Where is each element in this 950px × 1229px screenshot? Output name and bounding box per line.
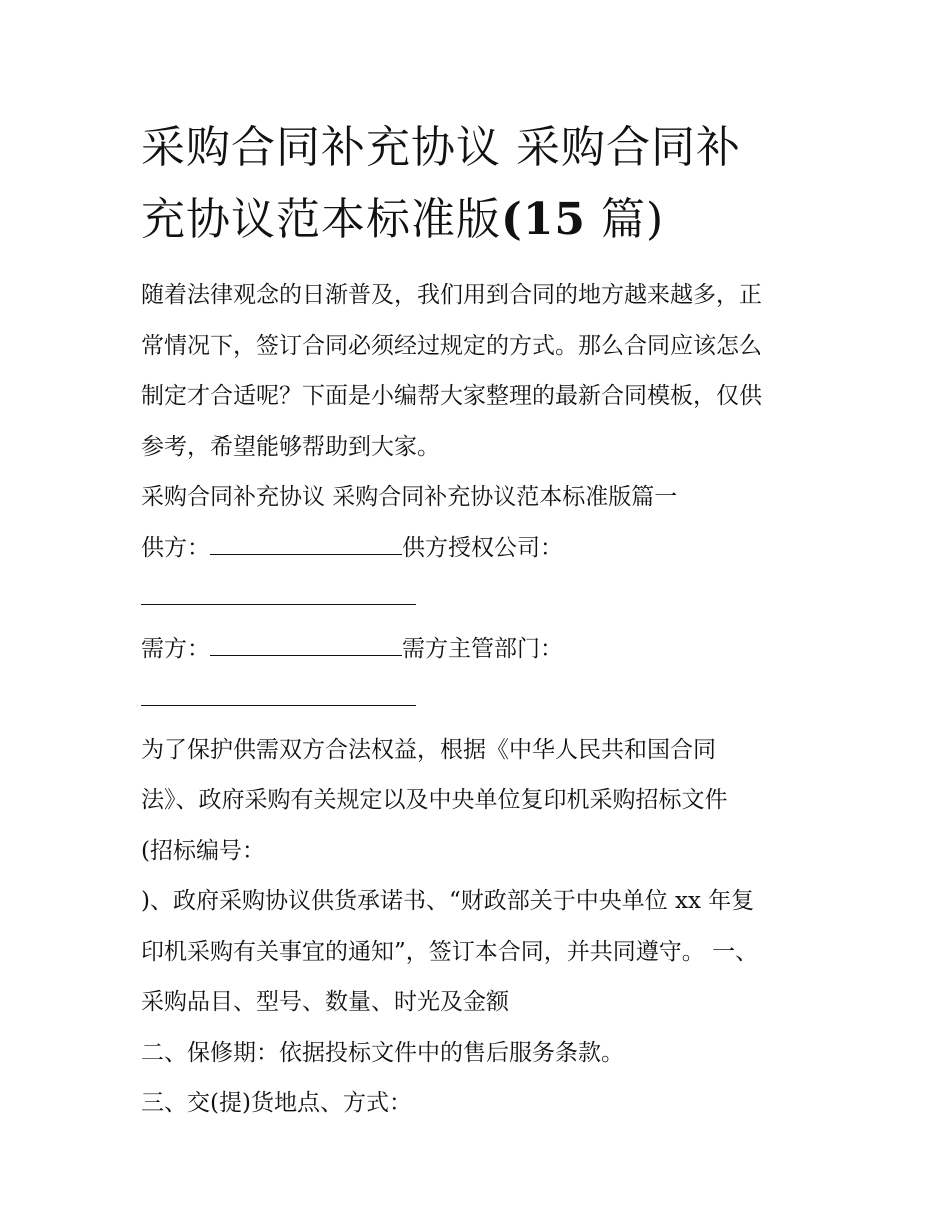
intro-line: 制定才合适呢？下面是小编帮大家整理的最新合同模板，仅供 — [141, 383, 762, 409]
section-heading-block — [141, 472, 821, 523]
title-count: (15 — [501, 194, 587, 245]
buyer-blank — [210, 633, 402, 656]
body-paragraph — [141, 725, 821, 1129]
buyer-dept-label: 需方主管部门： — [402, 635, 563, 662]
body-line: 三、交(提)货地点、方式： — [141, 1090, 412, 1116]
supplier-blank — [210, 532, 402, 555]
body-line: 法》、政府采购有关规定以及中央单位复印机采购招标文件 — [141, 787, 728, 813]
buyer-dept-blank — [141, 683, 416, 706]
buyer-label: 需方： — [141, 635, 210, 662]
body-line: 为了保护供需双方合法权益，根据《中华人民共和国合同 — [141, 736, 716, 763]
document-page — [141, 112, 821, 1129]
intro-line: 常情况下，签订合同必须经过规定的方式。那么合同应该怎么 — [141, 332, 762, 359]
body-line: 二、保修期：依据投标文件中的售后服务条款。 — [141, 1039, 624, 1066]
intro-paragraph — [141, 270, 821, 472]
body-line: 印机采购有关事宜的通知”，签订本合同，并共同遵守。 一、 — [141, 938, 759, 965]
intro-line: 参考，希望能够帮助到大家。 — [141, 433, 440, 460]
title-suffix: 篇) — [586, 194, 665, 245]
document-title — [141, 112, 821, 256]
title-line-2: 充协议范本标准版 — [141, 194, 501, 245]
buyer-dept-blank-line — [141, 674, 821, 725]
supplier-line — [141, 523, 821, 574]
supplier-label: 供方： — [141, 534, 210, 561]
supplier-auth-blank-line — [141, 573, 821, 624]
supplier-auth-blank — [141, 582, 416, 605]
intro-line: 随着法律观念的日渐普及，我们用到合同的地方越来越多，正 — [141, 282, 762, 308]
title-line-1: 采购合同补充协议 采购合同补 — [141, 122, 741, 173]
body-line: 采购品目、型号、数量、时光及金额 — [141, 989, 509, 1015]
parties-block — [141, 523, 821, 725]
section-heading: 采购合同补充协议 采购合同补充协议范本标准版篇一 — [141, 484, 678, 510]
buyer-line — [141, 624, 821, 675]
supplier-auth-label: 供方授权公司： — [402, 534, 563, 561]
body-line: )、政府采购协议供货承诺书、“财政部关于中央单位 xx 年复 — [141, 888, 755, 914]
body-line: (招标编号： — [141, 837, 265, 864]
